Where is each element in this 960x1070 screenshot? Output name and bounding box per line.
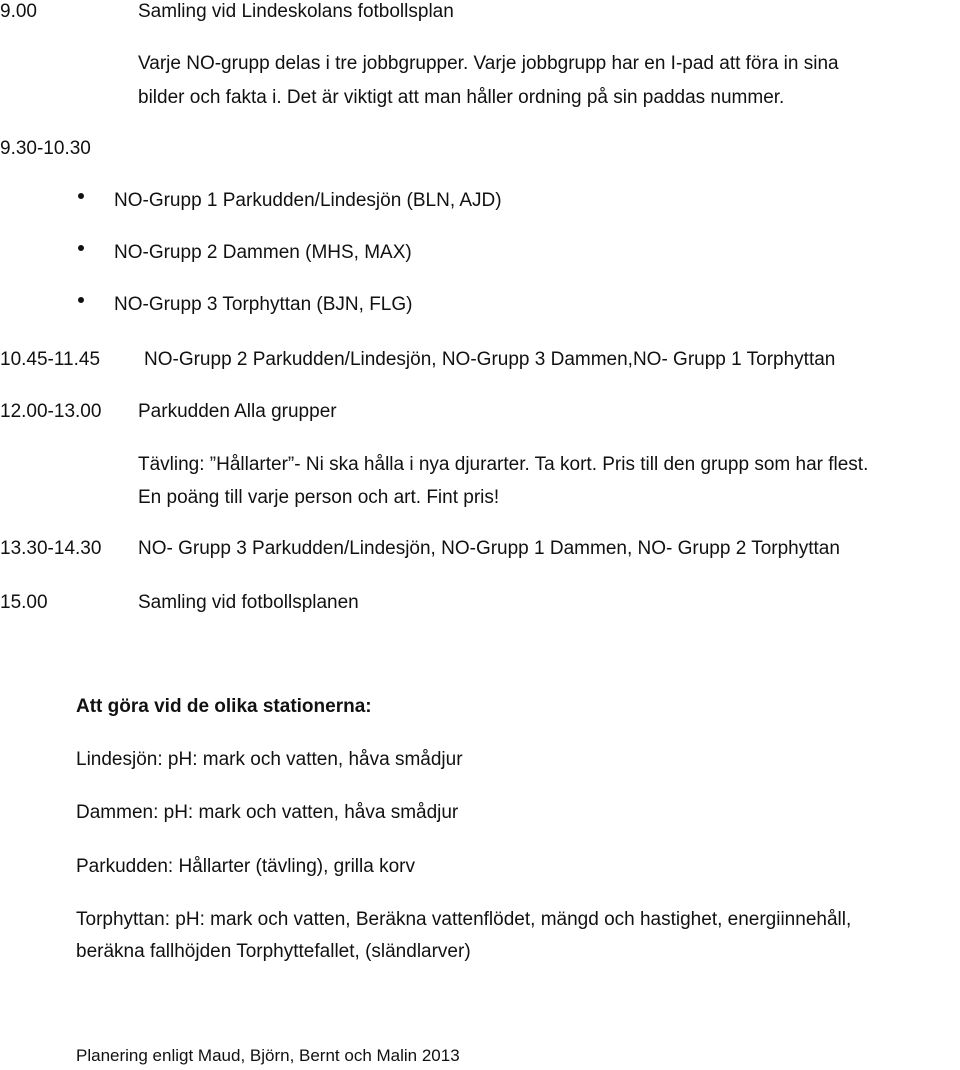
contest-line1: Tävling: ”Hållarter”- Ni ska hålla i nya djurarter. Ta kort. Pris till den grupp som har flest. bbox=[138, 454, 869, 475]
time-9-00: 9.00 bbox=[0, 1, 37, 22]
time-15-00: 15.00 bbox=[0, 592, 48, 613]
station-torphyttan-line1: Torphyttan: pH: mark och vatten, Beräkna vattenflödet, mängd och hastighet, energiinnehåll, bbox=[76, 909, 852, 930]
gathering-lindeskolan: Samling vid Lindeskolans fotbollsplan bbox=[138, 1, 454, 22]
time-9-30: 9.30-10.30 bbox=[0, 138, 91, 159]
station-parkudden: Parkudden: Hållarter (tävling), grilla korv bbox=[76, 856, 415, 877]
time-10-45: 10.45-11.45 bbox=[0, 349, 101, 370]
contest-line2: En poäng till varje person och art. Fint pris! bbox=[138, 487, 500, 508]
parkudden-all-groups: Parkudden Alla grupper bbox=[138, 401, 337, 422]
station-torphyttan-line2: beräkna fallhöjden Torphyttefallet, (sländlarver) bbox=[76, 941, 471, 962]
group-note-line1: Varje NO-grupp delas i tre jobbgrupper. Varje jobbgrupp har en I-pad att föra in sina bbox=[138, 53, 839, 74]
stations-heading: Att göra vid de olika stationerna: bbox=[76, 696, 372, 717]
time-13-30: 13.30-14.30 bbox=[0, 538, 102, 559]
bullet-item: NO-Grupp 2 Dammen (MHS, MAX) bbox=[114, 242, 412, 263]
station-lindesjon: Lindesjön: pH: mark och vatten, håva smådjur bbox=[76, 749, 463, 770]
gathering-fotbollsplanen: Samling vid fotbollsplanen bbox=[138, 592, 359, 613]
bullet-dot bbox=[78, 245, 84, 251]
station-dammen: Dammen: pH: mark och vatten, håva smådjur bbox=[76, 802, 459, 823]
bullet-dot bbox=[78, 297, 84, 303]
group-note-line2: bilder och fakta i. Det är viktigt att man håller ordning på sin paddas nummer. bbox=[138, 87, 785, 108]
time-12-00: 12.00-13.00 bbox=[0, 401, 102, 422]
bullet-dot bbox=[78, 193, 84, 199]
footer-credit: Planering enligt Maud, Björn, Bernt och Malin 2013 bbox=[76, 1046, 460, 1065]
bullet-item: NO-Grupp 1 Parkudden/Lindesjön (BLN, AJD) bbox=[114, 190, 502, 211]
bullet-item: NO-Grupp 3 Torphyttan (BJN, FLG) bbox=[114, 294, 413, 315]
rotation-1: NO-Grupp 2 Parkudden/Lindesjön, NO-Grupp 3 Dammen,NO- Grupp 1 Torphyttan bbox=[144, 349, 836, 370]
rotation-2: NO- Grupp 3 Parkudden/Lindesjön, NO-Grupp 1 Dammen, NO- Grupp 2 Torphyttan bbox=[138, 538, 840, 559]
